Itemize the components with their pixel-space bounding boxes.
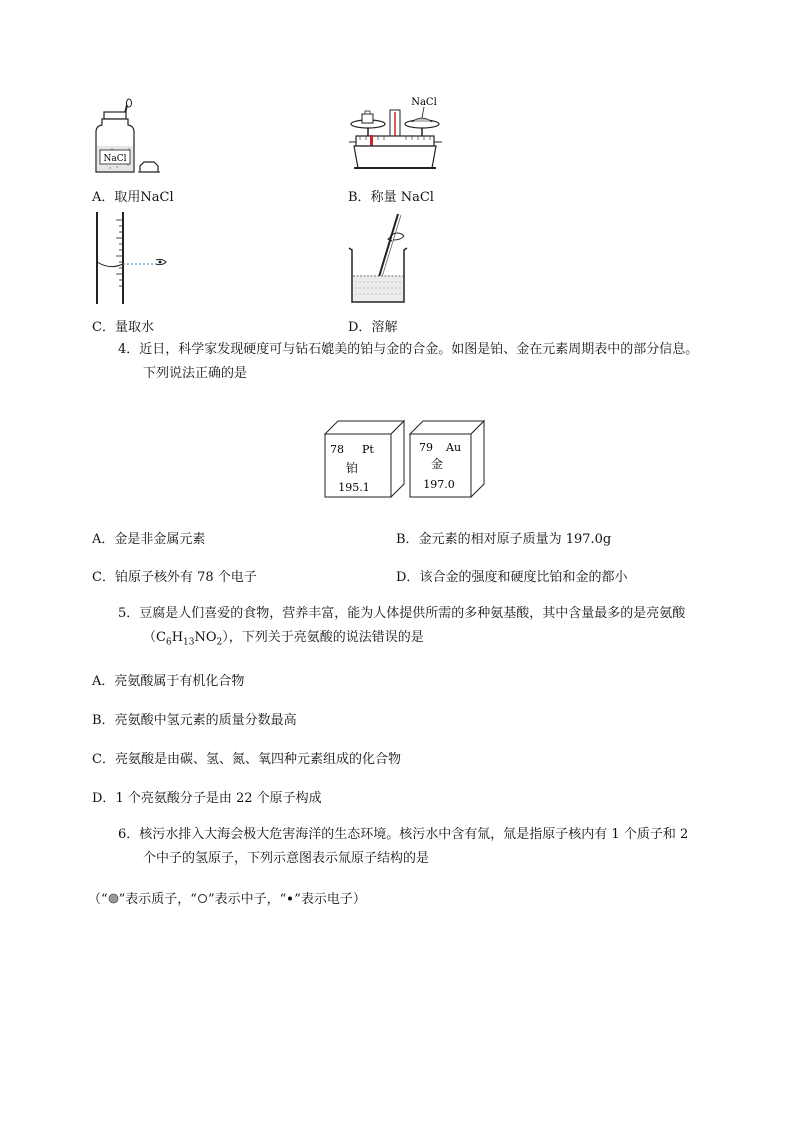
q6-stem: [118, 823, 758, 871]
q5-option-d-letter: D．: [92, 791, 116, 806]
q3-option-c-text: 量取水: [114, 320, 154, 335]
balance-weighing-illustration: [346, 92, 446, 177]
q3-option-d-letter: D．: [348, 320, 372, 335]
q5-option-c-text: 亮氨酸是由碳、氢、氮、氧四种元素组成的化合物: [114, 752, 401, 767]
q5-option-a[interactable]: [92, 670, 244, 689]
q3-option-c-letter: C．: [92, 320, 115, 335]
q4-stem-line2: 下列说法正确的是: [143, 366, 248, 381]
measure-water-illustration: [92, 210, 172, 306]
q3-option-a-text: 取用NaCl: [114, 190, 174, 205]
q4-number: 4．: [118, 342, 140, 357]
q4-option-b[interactable]: [396, 528, 611, 547]
au-number: 79: [419, 441, 433, 454]
q3-option-a[interactable]: [92, 186, 174, 205]
q4-stem-line1: 近日，科学家发现硬度可与钻石媲美的铂与金的合金。如图是铂、金在元素周期表中的部分信息。: [139, 342, 699, 357]
au-symbol: Au: [446, 441, 462, 454]
q3-option-c[interactable]: [92, 316, 154, 335]
q4-option-b-letter: B．: [396, 532, 419, 547]
q5-option-c-letter: C．: [92, 752, 115, 767]
au-mass: 197.0: [423, 478, 455, 491]
q6-number: 6．: [118, 827, 140, 842]
q5-stem-line2-rest: ），下列关于亮氨酸的说法错误的是: [222, 630, 424, 645]
q4-option-a-text: 金是非金属元素: [114, 532, 206, 547]
q5-option-b-text: 亮氨酸中氢元素的质量分数最高: [114, 713, 297, 728]
leucine-formula: $C_6H_{13}NO_2$: [156, 630, 223, 648]
q4-option-d-letter: D．: [396, 570, 420, 585]
q6-legend-proton: ”表示质子，“: [118, 892, 197, 907]
q6-legend-neutron: ”表示中子，“: [207, 892, 287, 907]
pt-number: 78: [330, 443, 344, 456]
q4-option-d[interactable]: [396, 566, 627, 585]
q6-stem-line1: 核污水排入大海会极大危害海洋的生态环境。核污水中含有氚，氚是指原子核内有 1 个质子和 2: [139, 827, 689, 842]
q3-option-b-text: 称量 NaCl: [370, 190, 434, 205]
q5-number: 5．: [118, 606, 140, 621]
q3-option-d-text: 溶解: [371, 320, 398, 335]
q4-option-a[interactable]: [92, 528, 205, 547]
q6-legend-open: （“: [88, 892, 108, 907]
q4-option-c[interactable]: [92, 566, 257, 585]
q5-formula-open: （: [143, 630, 157, 645]
q6-legend-electron: ”表示电子）: [294, 892, 366, 907]
proton-icon: [108, 893, 119, 904]
q5-stem-line2: [118, 626, 758, 655]
q4-option-d-text: 该合金的强度和硬度比铂和金的都小: [419, 570, 628, 585]
q4-stem: [118, 338, 758, 386]
pt-symbol: Pt: [362, 443, 374, 456]
q3-option-a-letter: A．: [92, 190, 115, 205]
q3-option-b-letter: B．: [348, 190, 371, 205]
q4-option-c-text: 铂原子核外有 78 个电子: [114, 570, 257, 585]
q6-legend: [88, 888, 366, 907]
nacl-bottle-label: NaCl: [103, 154, 127, 164]
neutron-icon: [197, 893, 208, 904]
pt-name: 铂: [345, 461, 359, 475]
q4-option-c-letter: C．: [92, 570, 115, 585]
q4-option-b-text: 金元素的相对原子质量为 197.0g: [418, 532, 612, 547]
q6-stem-line2: 个中子的氢原子，下列示意图表示氚原子结构的是: [143, 851, 430, 866]
q5-option-a-text: 亮氨酸属于有机化合物: [114, 674, 245, 689]
q5-option-d-text: 1 个亮氨酸分子是由 22 个原子构成: [115, 791, 322, 806]
q5-option-b-letter: B．: [92, 713, 115, 728]
q5-stem-line1: 豆腐是人们喜爱的食物，营养丰富，能为人体提供所需的多种氨基酸，其中含量最多的是亮氨酸: [139, 606, 686, 621]
au-name: 金: [430, 457, 444, 471]
q5-option-c[interactable]: [92, 748, 401, 767]
nacl-balance-label: NaCl: [411, 97, 437, 108]
q5-option-b[interactable]: [92, 709, 297, 728]
periodic-table-cells: [322, 418, 488, 500]
q5-stem: [118, 602, 758, 655]
dissolve-illustration: [346, 210, 426, 306]
q3-option-d[interactable]: [348, 316, 397, 335]
take-nacl-illustration: [92, 98, 167, 176]
pt-mass: 195.1: [338, 481, 370, 494]
q5-option-a-letter: A．: [92, 674, 115, 689]
q5-option-d[interactable]: [92, 787, 322, 806]
q3-option-b[interactable]: [348, 186, 434, 205]
q4-option-a-letter: A．: [92, 532, 115, 547]
